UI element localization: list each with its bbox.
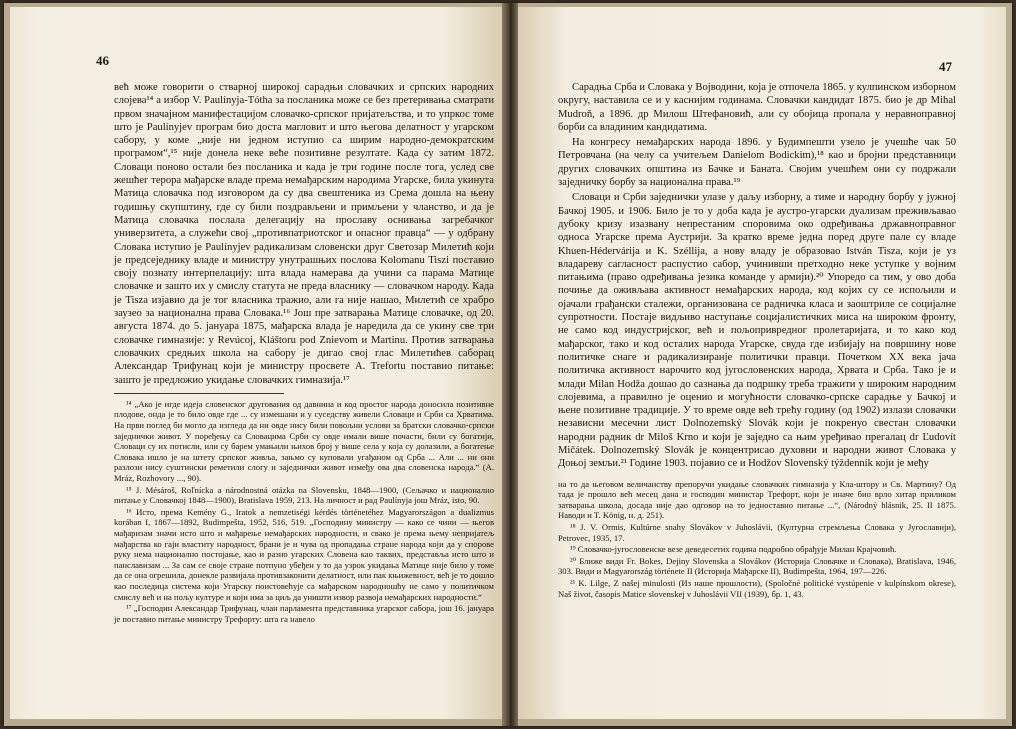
book-gutter: [502, 3, 518, 726]
body-paragraph: На конгресу немађарских народа 1896. у Будимпешти узело је учешће чак 50 Петровчана (на челу са учитељем Danielom Bodickim),¹⁸ као и бројни представници других словачких општина из Бачке и Баната. Својим учешћем они су подржали заједничку борбу за национална права.¹⁹: [558, 137, 956, 189]
right-text-block: [558, 81, 956, 599]
page-number: 46: [96, 53, 109, 68]
left-page: [10, 7, 502, 719]
left-body-text: [114, 81, 494, 387]
left-footnotes: [114, 399, 494, 624]
footnote: ¹⁴ „Ако је игде идеја словенског другования од давнина и код простог народа доносила позитивне плодове, онда је то било овде где ... су измешани и у суседству живели Словаци и Срби са Хрватима. На први поглед би могло да изгледа да ни овде нису били повољни услови за братски словачко-српски заједнички живот. У поређењу са Словацима Срби су овде имали више почасти, били су богатији, Словаци су их потисли, или су барем умањили њихов број у више села у која су долазили, а богатење Словака ишло је на штету српског живља, зањмо су куповали угађаном од Срба ... Али ... ни они разлози нису суштински реметили слогу и заједнички живот између ова два словенска народа.“ (A. Mráz, Rozhovory ..., 90).: [114, 398, 494, 483]
footnote: ¹⁶ Исто, према Kemény G., Iratok a nemzetiségi kérdés történetéhez Magyarországon a dualizmus korában I, 1867—1892, Budimpešta, 1952, 516, 519. „Господину министру — како се чини — његов мађаризам значи исто што и мађарење немађарских народности, и свако је према њему непријатељ мађарства ко гаји властиту народност, брани је и чува од пропадања стране народа који да у спорове руку нема национално постојање, као и разно угарских Словена као таквих, представља исто што и панславизам ... За сам се своје стране потпуно убеђен у то да узрок укидања Матице није било у томе да се она огрешила, донекле развијала противзаконити делатност, или пак књижевност, већ је то дошло као последица система који Угарску поистовећује са мађарском народношћу не само у политичком смислу већ и на пољу културе и који има за циљ да уништи извор развоја немађарских народности.“: [114, 506, 494, 602]
body-paragraph: Словаци и Срби заједнички улазе у даљу изборну, а тиме и народну борбу у јужној Бачкој 1905. и 1906. Било је то у доба када је аустро-угарски дуализам преживљавао дубоку кризу изазвану непрестаним споровима око одређивања државноправног односа Угарске према Аустрији. За кратко време једна поред друге пале су владе Khuen-Hédervárija и K. Széllija, а нову владу је образовао István Tisza, који је уз владареву сагласност распустио сабор, учинивши претходно неке уступке у војним питањима (право одређивања језика команде у армији).²⁰ Упоредо са тим, у ово доба почиње да оживљава активност немађарских народа, код којих су се испољили и ојачали грађански сталежи, организована се радничка класа и заоштриле се социјалне супротности. Постаје видљиво наступање социјалистичких миса на широком фронту, не само код индустријског, већ и пољопривредног пролетаријата, и то како код мађарског, тако и код осталих народа Угарске, свуда где избијају на површину нове политичке снаге и радикализиранје политички правци. Почетком XX века јача политичка активност нарочито код југословенских народа, Хрвата и Срба. Тако је и млади Milan Hodža дошао до сазнања да подршку треба тражити у широким народним слојевима, а правилно је оценио и могућности словачко-српске сарадње у Бачкој и њене позитивне традиције. У то време овде већ трећу годину (од 1902) излази словачки независни месечни лист Dolnozemský Slovák који је покренуо свестан словачки народни радник dr Miloš Krno и који је заједно са њим уређивао прегалац dr Ľudovít Mičátek. Dolnozemský Slovák је концентрисао духовни и народни живот Словака у Доњој земљи.²¹ Године 1903. појавио се и Hodžov Slovenský týždenník који је међу: [558, 192, 956, 470]
body-paragraph: Сарадња Срба и Словака у Војводини, која је отпочела 1865. у кулпинском изборном округу, наставила се и у каснијим годинама. Словачки кандидат 1875. био је др Mihal Mudroň, а 1896. др Милош Штефановић, али су обојица пропала у неравноправној борби са владиним кандидатима.: [558, 82, 956, 133]
footnote: ²⁰ Ближе види Fr. Bokes, Dejiny Slovenska a Slovákov (Историја Словачке и Словака), Bratislava, 1946, 303. Види и Magyarország története II (Историја Мађарске II), Budimpešta, 1964, 197—226.: [558, 555, 956, 577]
footnote: ¹⁵ J. Mésároš, Roľnícka a národnostná otázka na Slovensku, 1848—1900, (Сељачко и национално питање у Словачкој 1848—1900), Bratislava 1959, 213. На личност и рад Paulínyja још Mráz, isto, 90.: [114, 484, 494, 506]
right-page: [518, 7, 1006, 719]
right-body-text: [558, 81, 956, 471]
book-spread: [4, 3, 1012, 726]
body-paragraph: већ може говорити о стварној широкој сарадњи словачких и српских народних слојева¹⁴ а избор V. Paulínyja-Tótha за посланика може се без претеривања сматрати првом значајном манифестацијом словачко-српског пријатељства, и то упркос томе што је Paulínyjev програм био доста магловит и што његова делатност у угарском сабору, у коме „није ни једном иступио са ширим народно-демократским програмом“,¹⁵ није донела неке веће позитивне резултате. Када су затим 1872. Словаци поново остали без посланика и када је три године после тога, услед све жешћег терора мађарске владе према немађарским народима Угарске, била укинута Матица словачка под изговором да су два свештеника из Срема дошла на њену годишњу скупштину, где су били поздрављени и примљени у чланство, и да је Матица словачка послала делегацију на прославу оснивања загребачког универзитета, а служећи свој „противпатриотског и опасног правца“ — у одбрану Словака иступио је Paulínyjev радикализам словенски друг Светозар Милетић који је предсеједнику владе и министру унутрашњих послова Kolomanu Tiszi поставио своју познату интерпелацију: шта влада намерава да учини са парама Матице словачке и зашто их у смислу статута не преда власнику — словачком народу. Када је Tisza изјавио да је тог власника тражио, али га није нашао, Милетић се храбро заузео за национална права Словака.¹⁶ Још пре затварања Матице словачке, од 20. августа 1874. до 5. јануара 1875, мађарска влада је наредила да се укину све три словачке гимназије: у Revúcoj, Kláštoru pod Znievom и Martinu. Против затварања словачких средњих школа на сабору је дигао свој глас Милетићев саборац Александар Трифунац који је министру просвете A. Trefortu поставио питање: зашто је предложио укидање словачких гимназија.¹⁷: [114, 82, 494, 386]
right-footnotes: [558, 479, 956, 600]
footnote: ²¹ K. Lilge, Z našej minulosti (Из наше прошлости), (Spoločné politické vystúpenie v kulpínskom okrese), Naš život, časopis Matice slovenskej v Juhoslávii VII (1939), бр. 1, 43.: [558, 577, 956, 599]
left-text-block: [114, 81, 494, 624]
footnote: ¹⁷ „Господин Александар Трифунац, члан парламента представника угарског сабора, још 16. јануара је поставио питање министру Трефорту: шта га навело: [114, 603, 494, 624]
footnote: ¹⁹ Словачко-југословенске везе деведесетих година подробно обрађује Милан Крајчовић.: [570, 544, 897, 555]
footnote-continuation: на то да његовом величанству препоручи укидање словачких гимназија у Кла-штору и Св. Мартину? Од тада је прошло већ месец дана и господин министар Трефорт, који је иначе био врло хитар приликом затварања школа, досада није дао одговор на то једноставно питање ...“, (Národný hlásnik, 25. II 1875. Наводи и T. König, н. д. 251).: [558, 478, 956, 521]
page-number: 47: [939, 59, 952, 74]
footnote-divider: [114, 393, 284, 394]
footnote: ¹⁸ J. V. Ormis, Kultúrne snahy Slovákov v Juhoslávii, (Културна стремљења Словака у Југославији), Petrovec, 1935, 17.: [558, 521, 956, 543]
